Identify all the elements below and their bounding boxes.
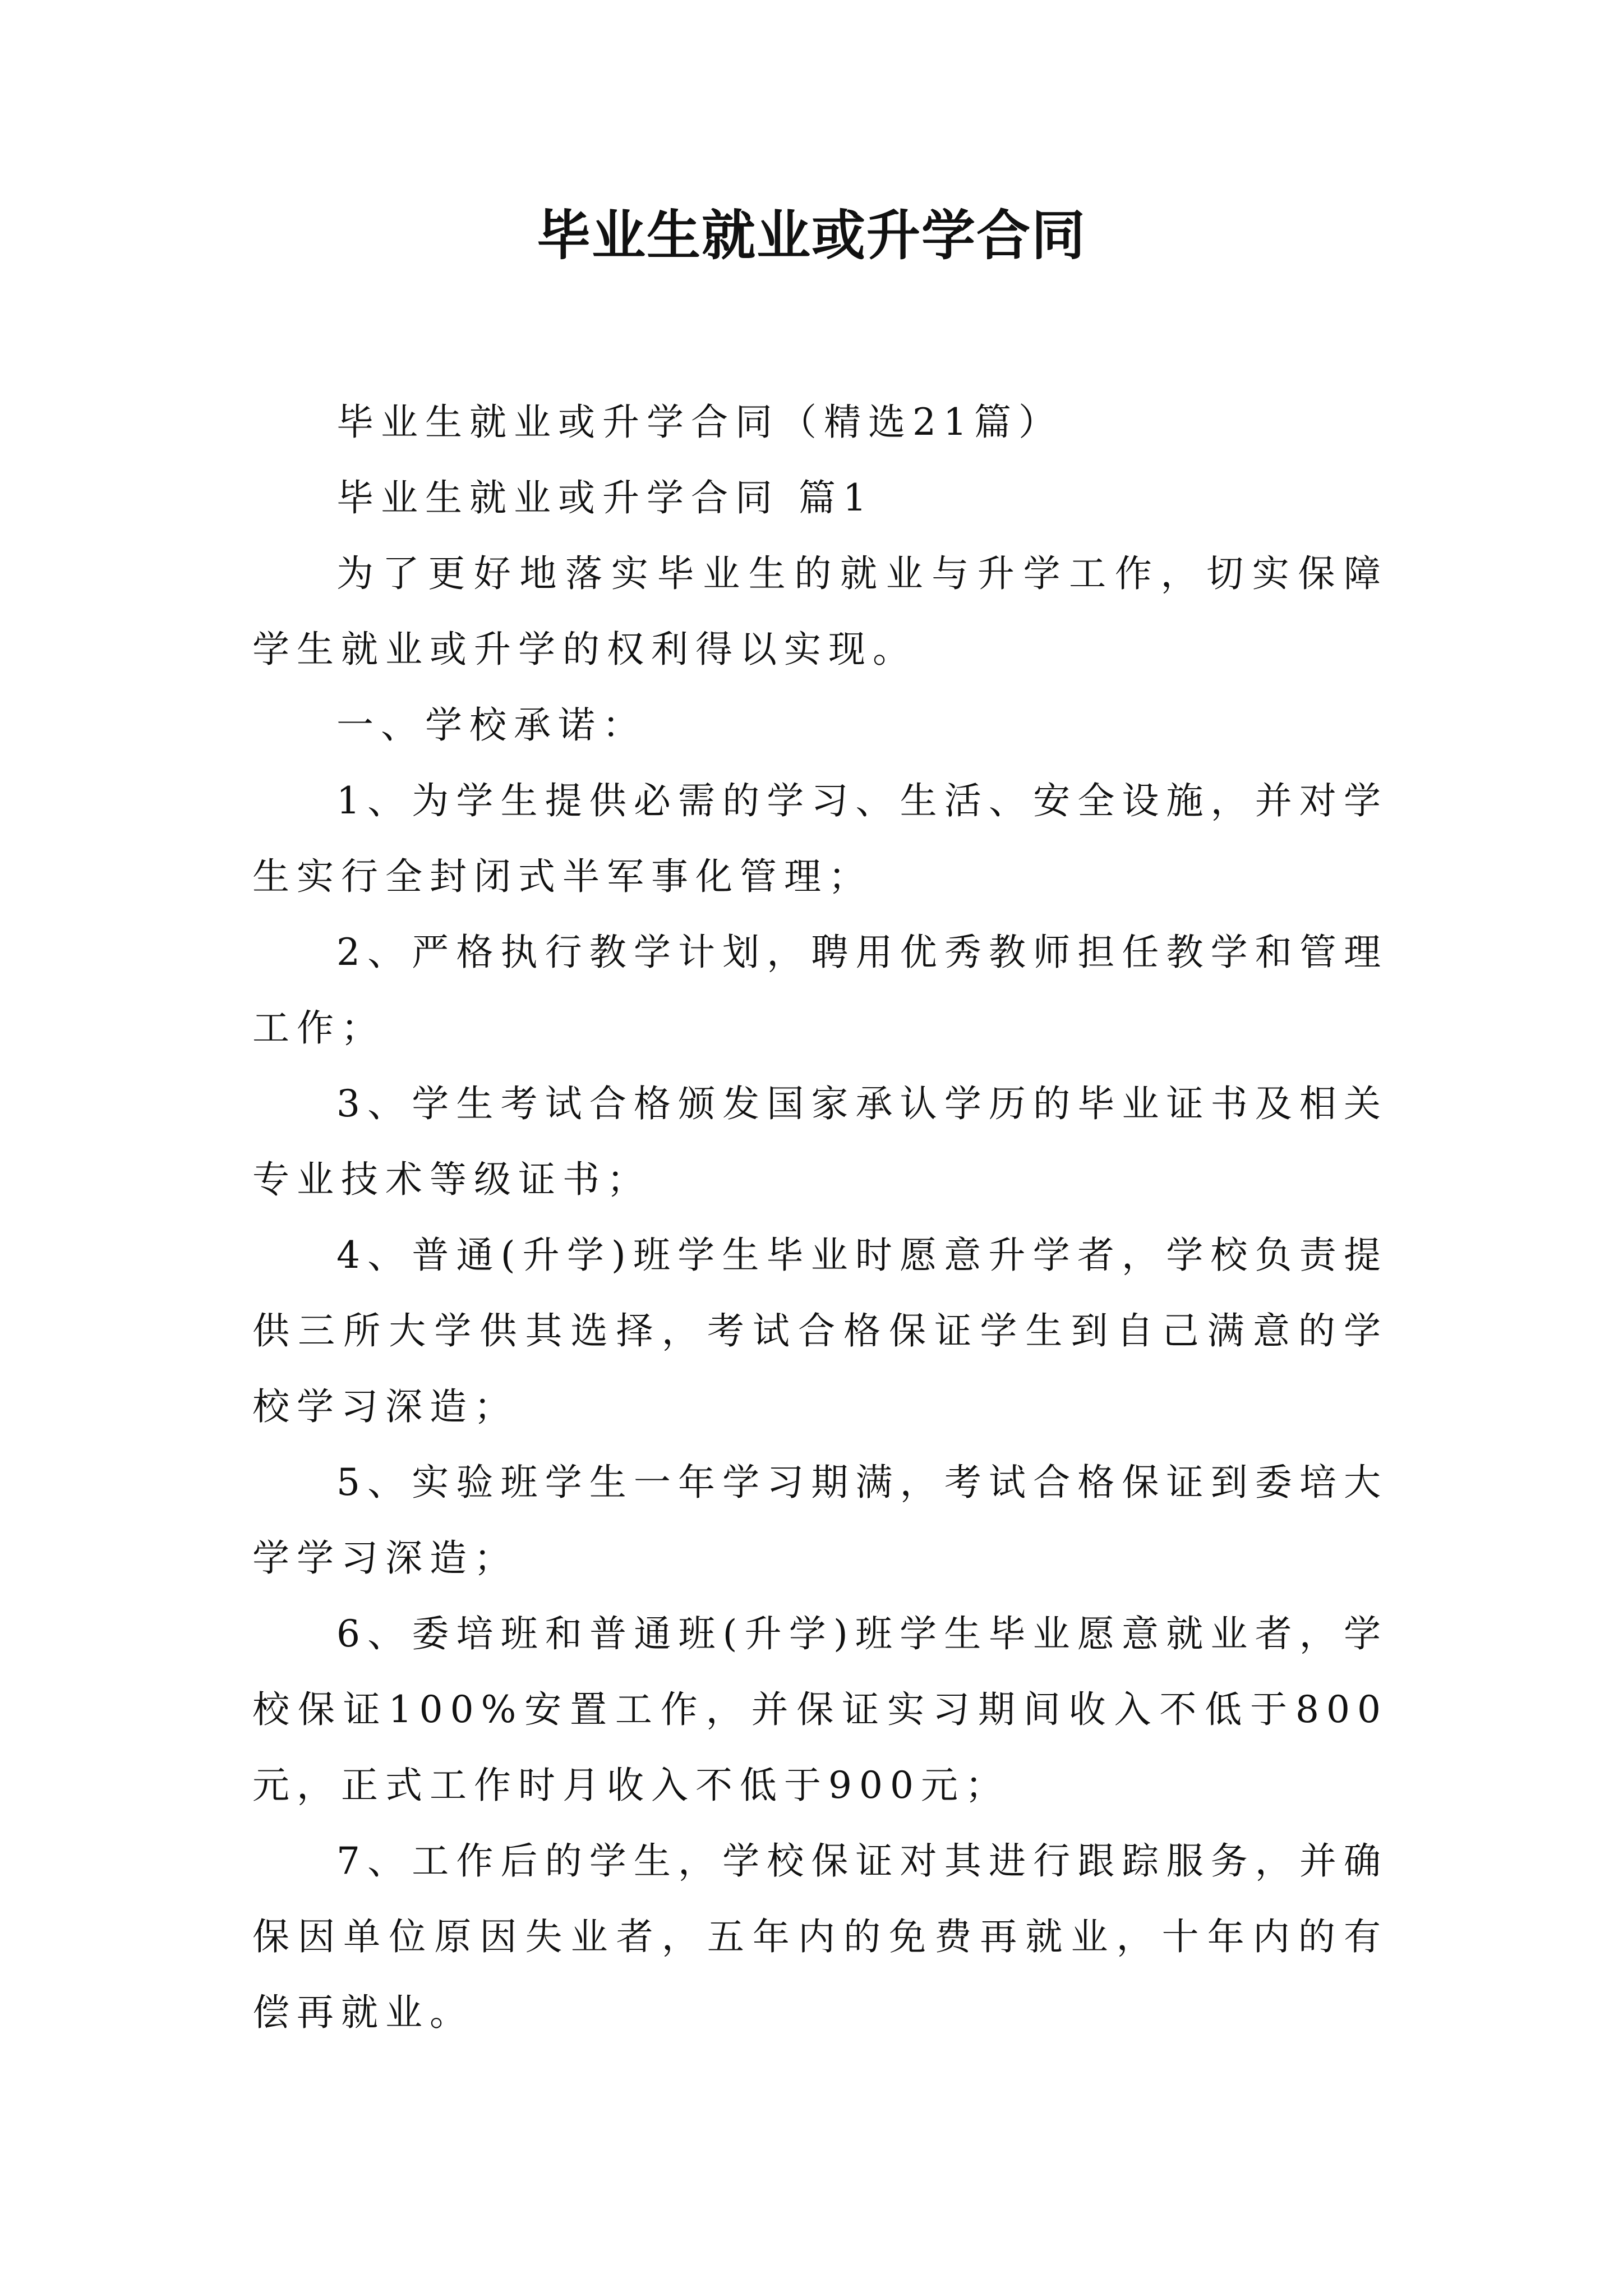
document-title: 毕业生就业或升学合同 bbox=[537, 204, 1086, 267]
paragraph-school-commitment-heading: 一、学校承诺： bbox=[336, 703, 647, 747]
paragraph-item-1: 1、为学生提供必需的学习、生活、安全设施，并对学生实行全封闭式半军事化管理； bbox=[252, 779, 1388, 898]
paragraph-subtitle: 毕业生就业或升学合同（精选21篇） bbox=[336, 401, 1063, 444]
paragraph-item-6: 6、委培班和普通班(升学)班学生毕业愿意就业者，学校保证100%安置工作，并保证实习期间收入不低于800元，正式工作时月收入不低于900元； bbox=[252, 1612, 1388, 1807]
paragraph-item-4: 4、普通(升学)班学生毕业时愿意升学者，学校负责提供三所大学供其选择，考试合格保证学生到自己满意的学校学习深造； bbox=[252, 1234, 1388, 1428]
paragraph-item-2: 2、严格执行教学计划，聘用优秀教师担任教学和管理工作； bbox=[252, 931, 1388, 1050]
paragraph-intro: 为了更好地落实毕业生的就业与升学工作，切实保障学生就业或升学的权利得以实现。 bbox=[252, 552, 1388, 671]
paragraph-item-7: 7、工作后的学生，学校保证对其进行跟踪服务，并确保因单位原因失业者，五年内的免费再就业，十年内的有偿再就业。 bbox=[252, 1839, 1388, 2034]
document-body bbox=[252, 384, 1388, 2050]
paragraph-item-5: 5、实验班学生一年学习期满，考试合格保证到委培大学学习深造； bbox=[252, 1461, 1388, 1580]
paragraph-section-heading: 毕业生就业或升学合同 篇1 bbox=[336, 476, 874, 519]
paragraph-item-3: 3、学生考试合格颁发国家承认学历的毕业证书及相关专业技术等级证书； bbox=[252, 1082, 1388, 1201]
